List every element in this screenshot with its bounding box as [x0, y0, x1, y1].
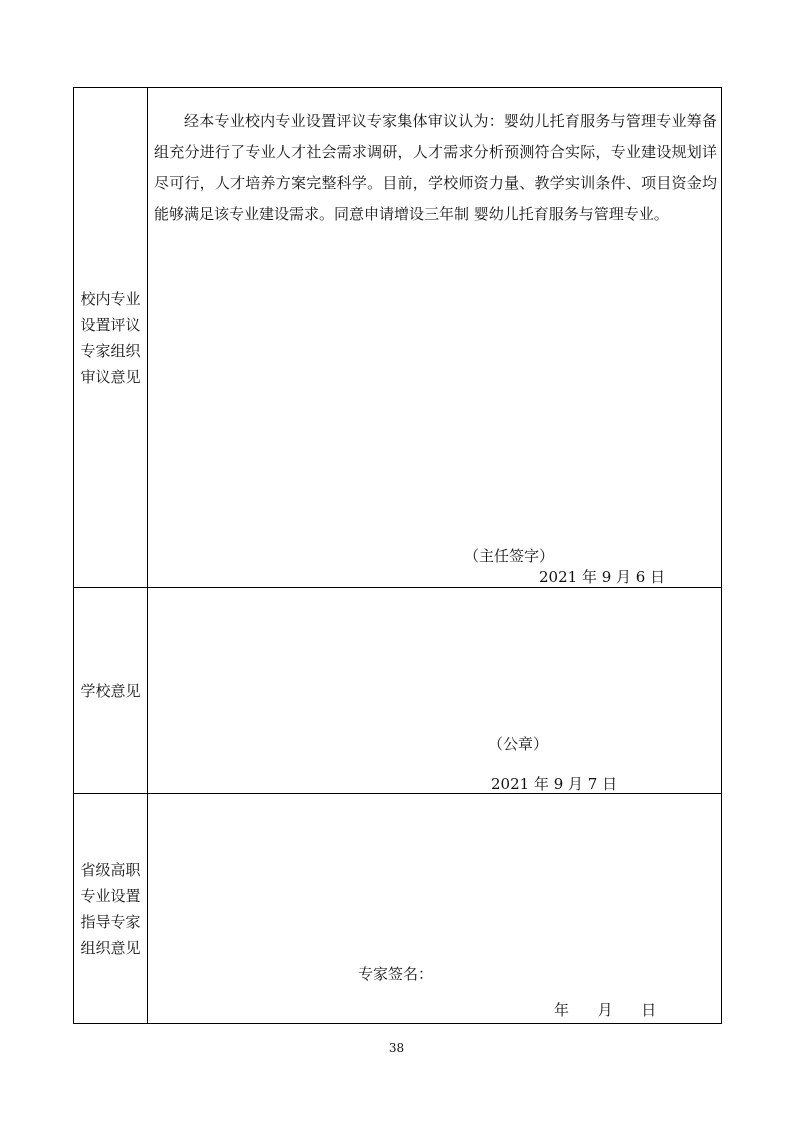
school-opinion-label: 学校意见 [80, 681, 141, 700]
expert-review-date: 2021 年 9 月 6 日 [539, 568, 666, 586]
director-signature-label: （主任签字） [464, 547, 555, 565]
provincial-date-placeholder: 年 月 日 [554, 1001, 657, 1019]
school-opinion-date: 2021 年 9 月 7 日 [491, 775, 618, 793]
expert-review-opinion: 经本专业校内专业设置评议专家集体审议认为：婴幼儿托育服务与管理专业筹备组充分进行了专业人才社会需求调研，人才需求分析预测符合实际，专业建设规划详尽可行，人才培养方案完整科学。目前，学校师资力量、教学实训条件、项目资金均能够满足该专业建设需求。同意申请增设三年制 婴幼儿托育服务与管理专业。 [154, 112, 717, 223]
school-opinion-content-cell [148, 588, 722, 794]
provincial-expert-row [74, 794, 722, 1024]
expert-review-label: 校内专业设置评议专家组织审议意见 [80, 289, 141, 386]
approval-form-table [73, 87, 722, 1024]
official-seal-label: （公章） [488, 735, 549, 753]
expert-review-label-cell [74, 88, 148, 588]
page-number: 38 [388, 1041, 405, 1055]
school-opinion-row [74, 588, 722, 794]
expert-signature-label: 专家签名： [358, 965, 434, 983]
provincial-expert-label-cell [74, 794, 148, 1024]
provincial-expert-label: 省级高职专业设置指导专家组织意见 [80, 860, 141, 957]
school-opinion-label-cell [74, 588, 148, 794]
provincial-expert-content-cell [148, 794, 722, 1024]
expert-review-row [74, 88, 722, 588]
expert-review-content-cell [148, 88, 722, 588]
